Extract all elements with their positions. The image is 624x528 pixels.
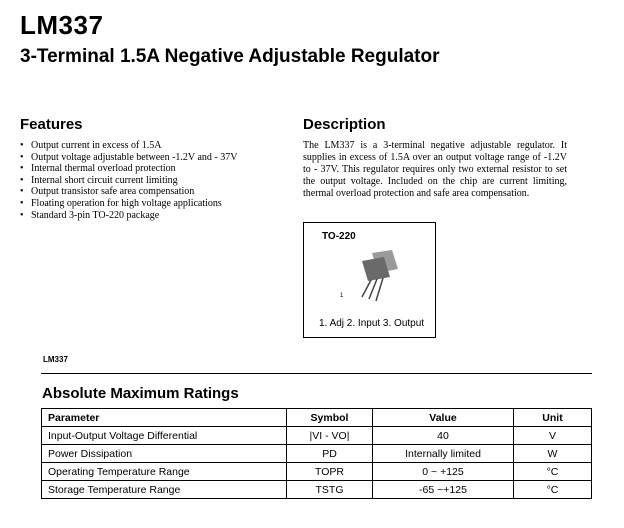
- description-text: The LM337 is a 3-terminal negative adjustable regulator. It supplies in excess of 1.5A over an output voltage range of -1.2V to - 37V. This regulator requires only two external resistor to set the output voltage. Included on the chip are current limiting, thermal overload protection and safe area compensation.: [303, 140, 567, 200]
- table-cell: |VI - VO|: [287, 427, 373, 445]
- list-item: • Output voltage adjustable between -1.2V and - 37V: [20, 152, 300, 164]
- pin1-marker: 1: [340, 293, 344, 299]
- table-row: [42, 427, 592, 445]
- table-cell: TOPR: [287, 463, 373, 481]
- table-cell: Input-Output Voltage Differential: [42, 427, 287, 445]
- ratings-title: Absolute Maximum Ratings: [42, 385, 239, 402]
- column-header: Value: [373, 409, 514, 427]
- list-item: • Output current in excess of 1.5A: [20, 140, 300, 152]
- features-list: [20, 140, 300, 221]
- table-cell: -65 ~+125: [373, 481, 514, 499]
- package-pin-1: [362, 280, 371, 297]
- table-header-row: [42, 409, 592, 427]
- table-cell: PD: [287, 445, 373, 463]
- table-cell: TSTG: [287, 481, 373, 499]
- section-label: LM337: [43, 355, 68, 364]
- table-cell: 0 ~ +125: [373, 463, 514, 481]
- table-cell: Operating Temperature Range: [42, 463, 287, 481]
- table-cell: Internally limited: [373, 445, 514, 463]
- table-cell: °C: [514, 463, 592, 481]
- ratings-table: [41, 408, 592, 499]
- table-cell: Storage Temperature Range: [42, 481, 287, 499]
- part-number-title: LM337: [20, 10, 104, 40]
- table-row: [42, 463, 592, 481]
- package-pin-3: [376, 278, 383, 301]
- pinout-caption: 1. Adj 2. Input 3. Output: [319, 318, 425, 329]
- list-item: • Internal short circuit current limiting: [20, 175, 300, 187]
- table-cell: V: [514, 427, 592, 445]
- to220-package-icon: [344, 249, 404, 307]
- column-header: Unit: [514, 409, 592, 427]
- list-item: • Floating operation for high voltage applications: [20, 198, 300, 210]
- list-item: • Output transistor safe area compensation: [20, 186, 300, 198]
- column-header: Parameter: [42, 409, 287, 427]
- column-header: Symbol: [287, 409, 373, 427]
- table-cell: Power Dissipation: [42, 445, 287, 463]
- table-cell: W: [514, 445, 592, 463]
- table-row: [42, 445, 592, 463]
- table-cell: 40: [373, 427, 514, 445]
- description-heading: Description: [303, 116, 386, 133]
- list-item: • Internal thermal overload protection: [20, 163, 300, 175]
- table-row: [42, 481, 592, 499]
- package-figure: [303, 222, 436, 338]
- features-heading: Features: [20, 116, 83, 133]
- document-subtitle: 3-Terminal 1.5A Negative Adjustable Regulator: [20, 46, 440, 67]
- list-item: • Standard 3-pin TO-220 package: [20, 210, 300, 222]
- divider: [41, 373, 592, 374]
- table-cell: °C: [514, 481, 592, 499]
- package-name: TO-220: [322, 231, 356, 242]
